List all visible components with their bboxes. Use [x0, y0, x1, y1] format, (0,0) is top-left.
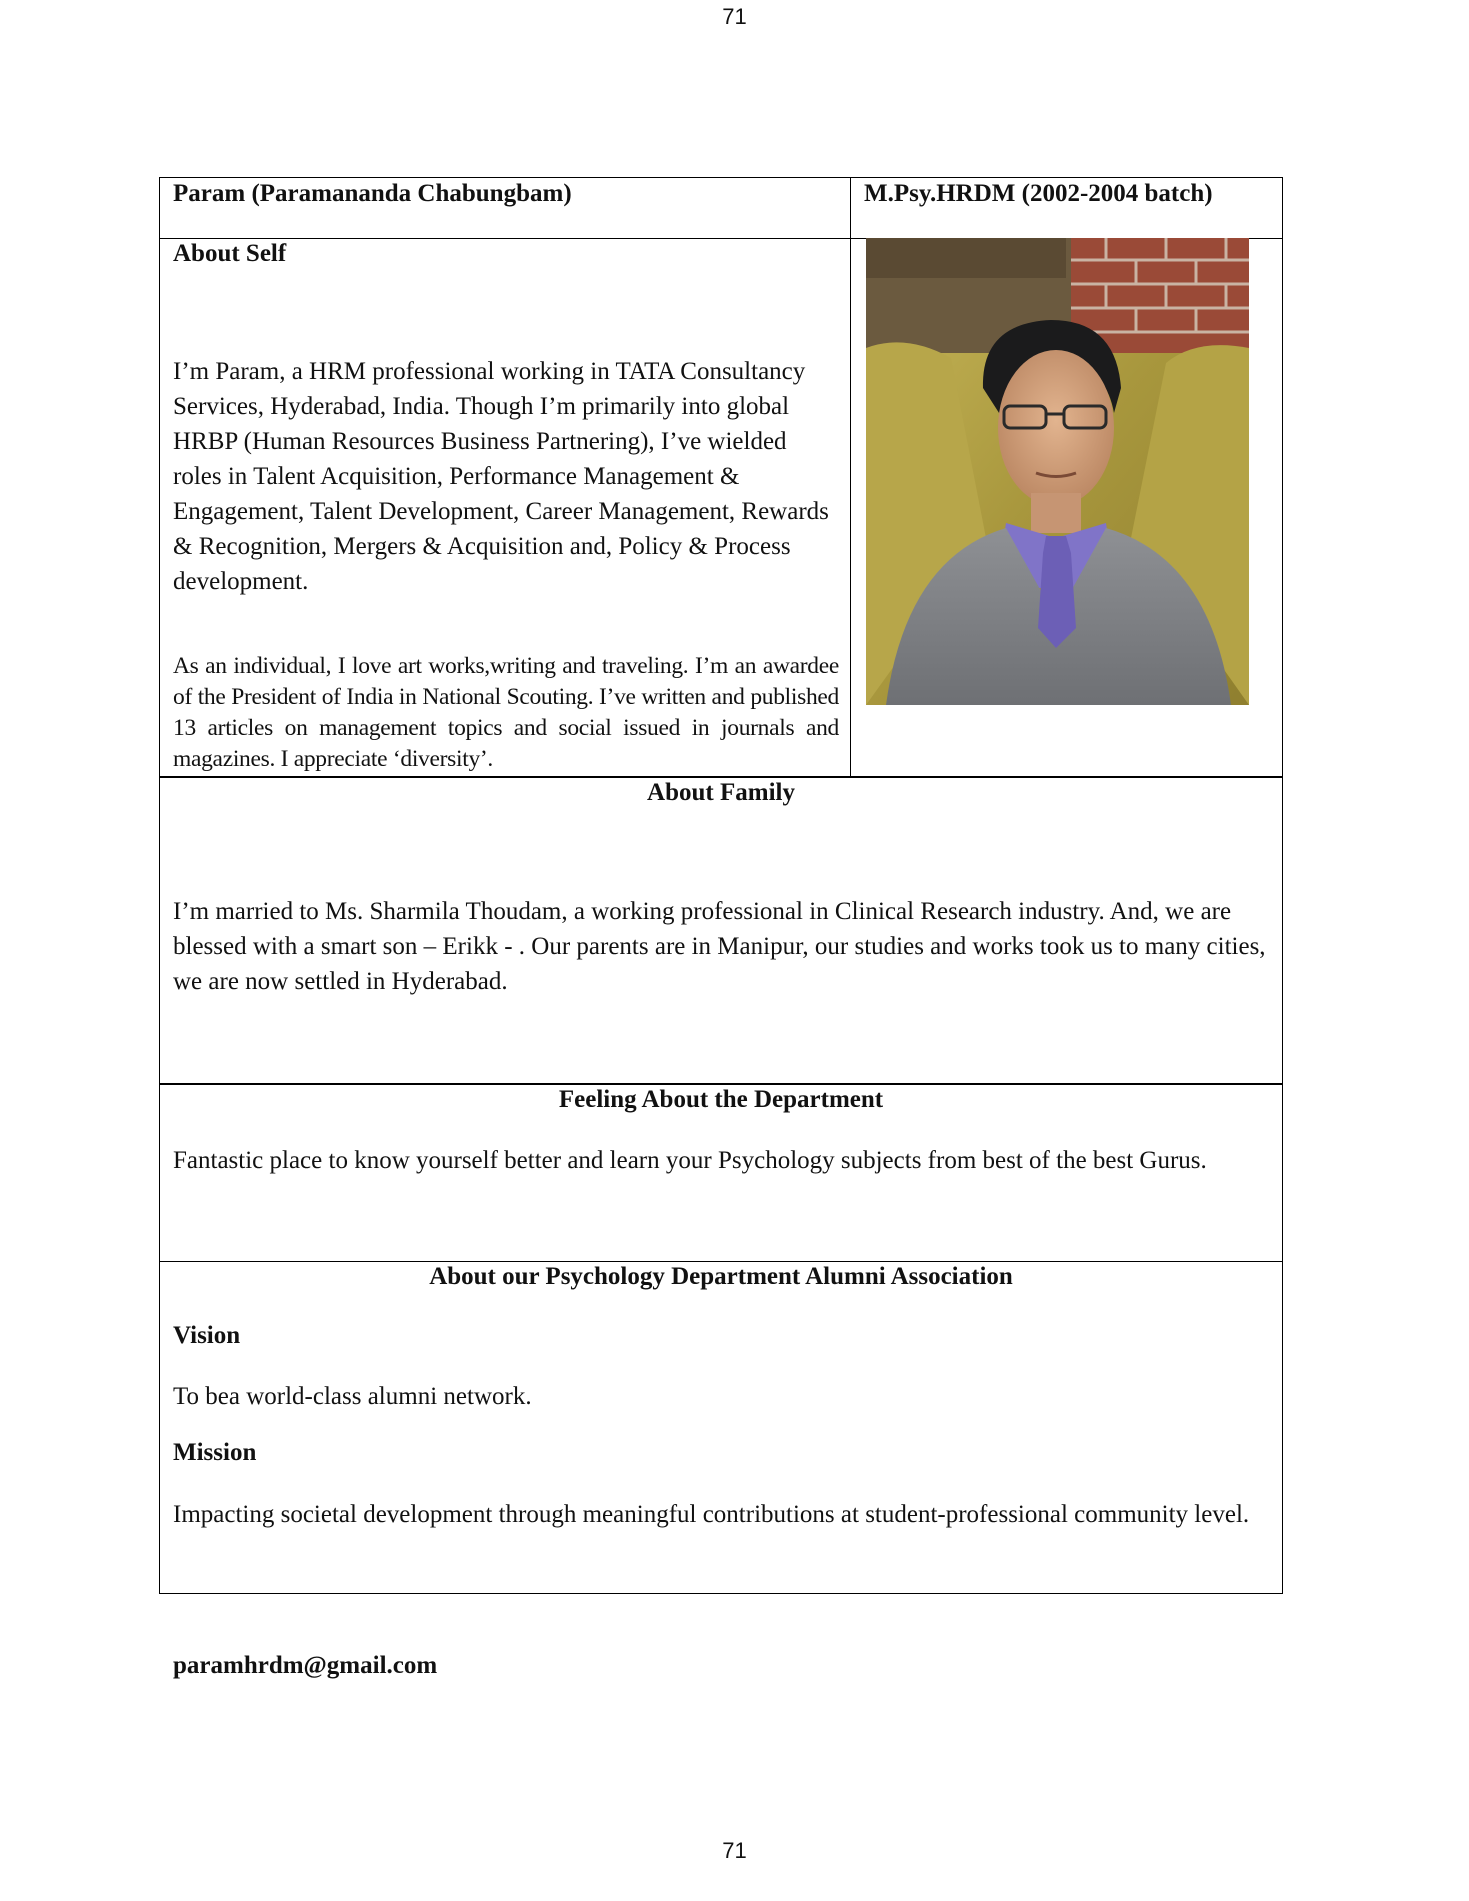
about-family-row: [159, 776, 1283, 1085]
alumni-heading: About our Psychology Department Alumni Association: [429, 1263, 1013, 1290]
mission-text: Impacting societal development through meaningful contributions at student-professional community level.: [173, 1501, 1250, 1528]
about-self-heading: About Self: [173, 240, 287, 267]
about-self-paragraph-2: As an individual, I love art works,writing and traveling. I’m an awardee of the President of India in National Scouting. I’ve written and published 13 articles on management topics and social issued in journals and magazines. I appreciate ‘diversity’.: [173, 653, 839, 772]
department-text: Fantastic place to know yourself better and learn your Psychology subjects from best of the best Gurus.: [173, 1147, 1207, 1174]
page-number-top: 71: [722, 4, 747, 29]
vision-text: To bea world-class alumni network.: [173, 1383, 532, 1410]
column-divider: [850, 178, 851, 238]
profile-photo: [866, 238, 1249, 705]
department-heading: Feeling About the Department: [558, 1086, 884, 1113]
column-divider: [850, 237, 851, 777]
about-family-text: I’m married to Ms. Sharmila Thoudam, a working professional in Clinical Research industry. And, we are blessed with a smart son – Erikk - . Our parents are in Manipur, our studies and works took us to many cities, we are now settled in Hyderabad.: [173, 898, 1266, 995]
email-address: paramhrdm@gmail.com: [173, 1652, 438, 1679]
about-family-heading: About Family: [647, 779, 795, 806]
about-self-row: [159, 237, 1283, 778]
alumni-row: [159, 1261, 1283, 1594]
department-row: [159, 1083, 1283, 1262]
page-number-bottom: 71: [722, 1838, 747, 1863]
person-name: Param (Paramananda Chabungbam): [173, 180, 572, 207]
about-self-paragraph-1: I’m Param, a HRM professional working in TATA Consultancy Services, Hyderabad, India. Though I’m primarily into global HRBP (Human Resources Business Partnering), I’ve wielded roles in Talent Acquisition, Performance Management & Engagement, Talent Development, Career Management, Rewards & Recognition, Mergers & Acquisition and, Policy & Process development.: [173, 358, 829, 595]
vision-heading: Vision: [173, 1322, 241, 1349]
mission-heading: Mission: [173, 1439, 257, 1466]
batch-label: M.Psy.HRDM (2002-2004 batch): [864, 180, 1213, 207]
header-row: [159, 177, 1283, 239]
